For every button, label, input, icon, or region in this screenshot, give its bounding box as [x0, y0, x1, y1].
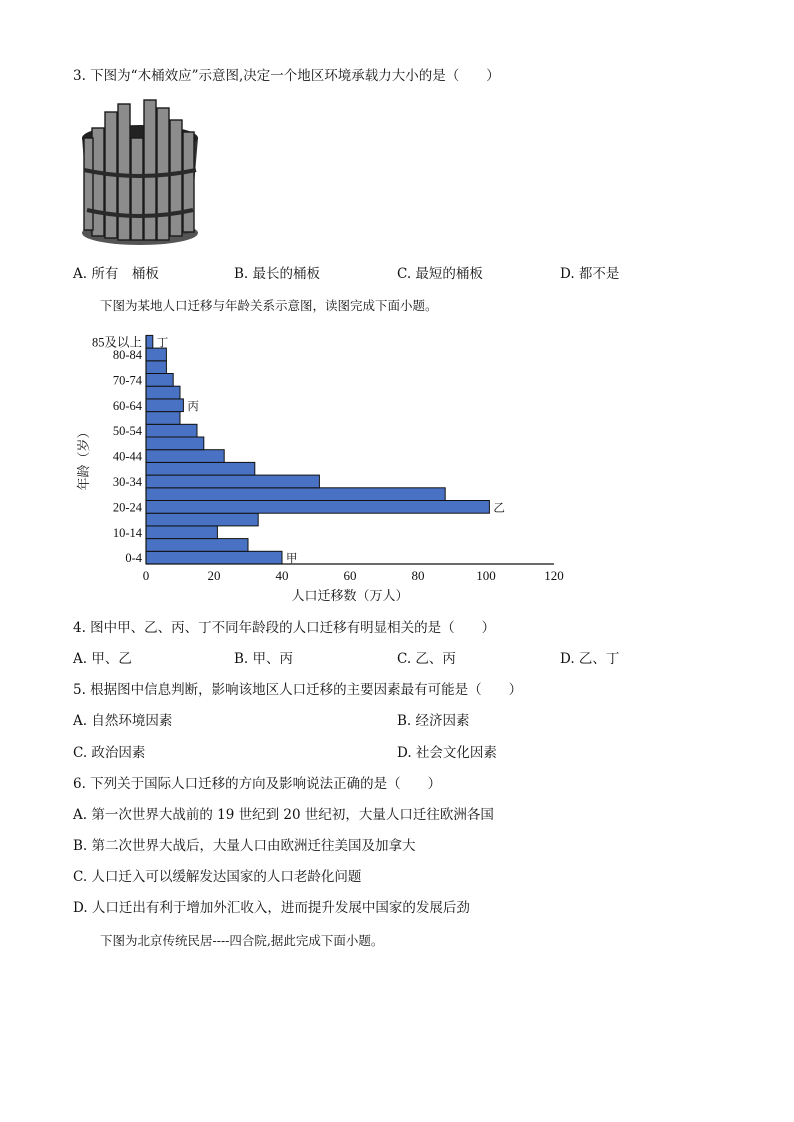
y-tick-label: 0-4	[125, 551, 142, 566]
q4-option-c: C. 乙、丙	[397, 651, 456, 667]
bar-60-64	[146, 399, 183, 412]
x-tick-label: 120	[544, 568, 564, 583]
annotation-label: 丙	[187, 398, 199, 413]
y-tick-label: 85及以上	[91, 335, 142, 350]
bar-75-79	[146, 361, 166, 374]
x-tick-label: 60	[343, 568, 357, 583]
q6-option-d: D. 人口迁出有利于增加外汇收入，进而提升发展中国家的发展后劲	[73, 900, 470, 916]
y-tick-label: 40-44	[112, 449, 142, 464]
q3-option-d: D. 都不是	[560, 266, 620, 282]
q5-option-b: B. 经济因素	[397, 713, 470, 729]
bar-30-34	[146, 475, 319, 488]
q3-option-b: B. 最长的桶板	[234, 266, 321, 282]
y-tick-label: 10-14	[112, 525, 142, 540]
q4-option-a: A. 甲、乙	[73, 651, 132, 667]
wooden-barrel-image	[70, 98, 210, 248]
migration-age-bar-chart	[70, 328, 590, 608]
x-tick-label: 40	[275, 568, 289, 583]
bar-70-74	[146, 374, 173, 387]
annotation-label: 丁	[156, 335, 169, 350]
y-tick-label: 20-24	[112, 500, 142, 515]
bar-35-39	[146, 462, 255, 475]
x-tick-label: 0	[142, 568, 150, 583]
bar-45-49	[146, 437, 204, 450]
y-axis-label: 年龄（岁）	[77, 425, 92, 491]
y-tick-label: 30-34	[112, 474, 142, 489]
y-tick-label: 80-84	[112, 347, 142, 362]
bar-25-29	[146, 488, 445, 501]
bar-10-14	[146, 526, 217, 539]
y-tick-label: 70-74	[112, 373, 142, 388]
q6-option-a: A. 第一次世界大战前的 19 世纪到 20 世纪初，大量人口迁往欧洲各国	[73, 807, 494, 823]
q6-option-b: B. 第二次世界大战后，大量人口由欧洲迁往美国及加拿大	[73, 838, 416, 854]
x-tick-label: 100	[476, 568, 496, 583]
q3-stem: 3. 下图为“木桶效应”示意图,决定一个地区环境承载力大小的是（ ）	[73, 68, 500, 84]
intro-siheyuan: 下图为北京传统民居----四合院,据此完成下面小题。	[100, 933, 384, 948]
q4-option-b: B. 甲、丙	[234, 651, 294, 667]
q4-stem: 4. 图中甲、乙、丙、丁不同年龄段的人口迁移有明显相关的是（ ）	[73, 620, 496, 636]
annotation-label: 乙	[493, 500, 505, 515]
q3-option-a: A. 所有 桶板	[73, 266, 159, 282]
bar-85及以上	[146, 335, 153, 348]
x-tick-label: 20	[207, 568, 221, 583]
q6-stem: 6. 下列关于国际人口迁移的方向及影响说法正确的是（ ）	[73, 776, 442, 792]
q5-option-a: A. 自然环境因素	[73, 713, 173, 729]
intro-migration-chart: 下图为某地人口迁移与年龄关系示意图，读图完成下面小题。	[100, 298, 438, 313]
bar-5-9	[146, 539, 248, 552]
x-axis-label: 人口迁移数（万人）	[291, 589, 409, 604]
y-tick-label: 60-64	[112, 398, 142, 413]
q3-option-c: C. 最短的桶板	[397, 266, 483, 282]
bar-20-24	[146, 501, 489, 514]
q5-stem: 5. 根据图中信息判断，影响该地区人口迁移的主要因素最有可能是（ ）	[73, 682, 523, 698]
bar-65-69	[146, 386, 180, 399]
q5-option-d: D. 社会文化因素	[397, 745, 497, 761]
annotation-label: 甲	[286, 551, 298, 566]
bar-50-54	[146, 424, 197, 437]
q4-option-d: D. 乙、丁	[560, 651, 620, 667]
bar-15-19	[146, 513, 258, 526]
q5-option-c: C. 政治因素	[73, 745, 146, 761]
bar-0-4	[146, 551, 282, 564]
bar-80-84	[146, 348, 166, 361]
bar-40-44	[146, 450, 224, 463]
q6-option-c: C. 人口迁入可以缓解发达国家的人口老龄化问题	[73, 869, 362, 885]
y-tick-label: 50-54	[112, 424, 142, 439]
bar-55-59	[146, 412, 180, 425]
x-tick-label: 80	[411, 568, 425, 583]
